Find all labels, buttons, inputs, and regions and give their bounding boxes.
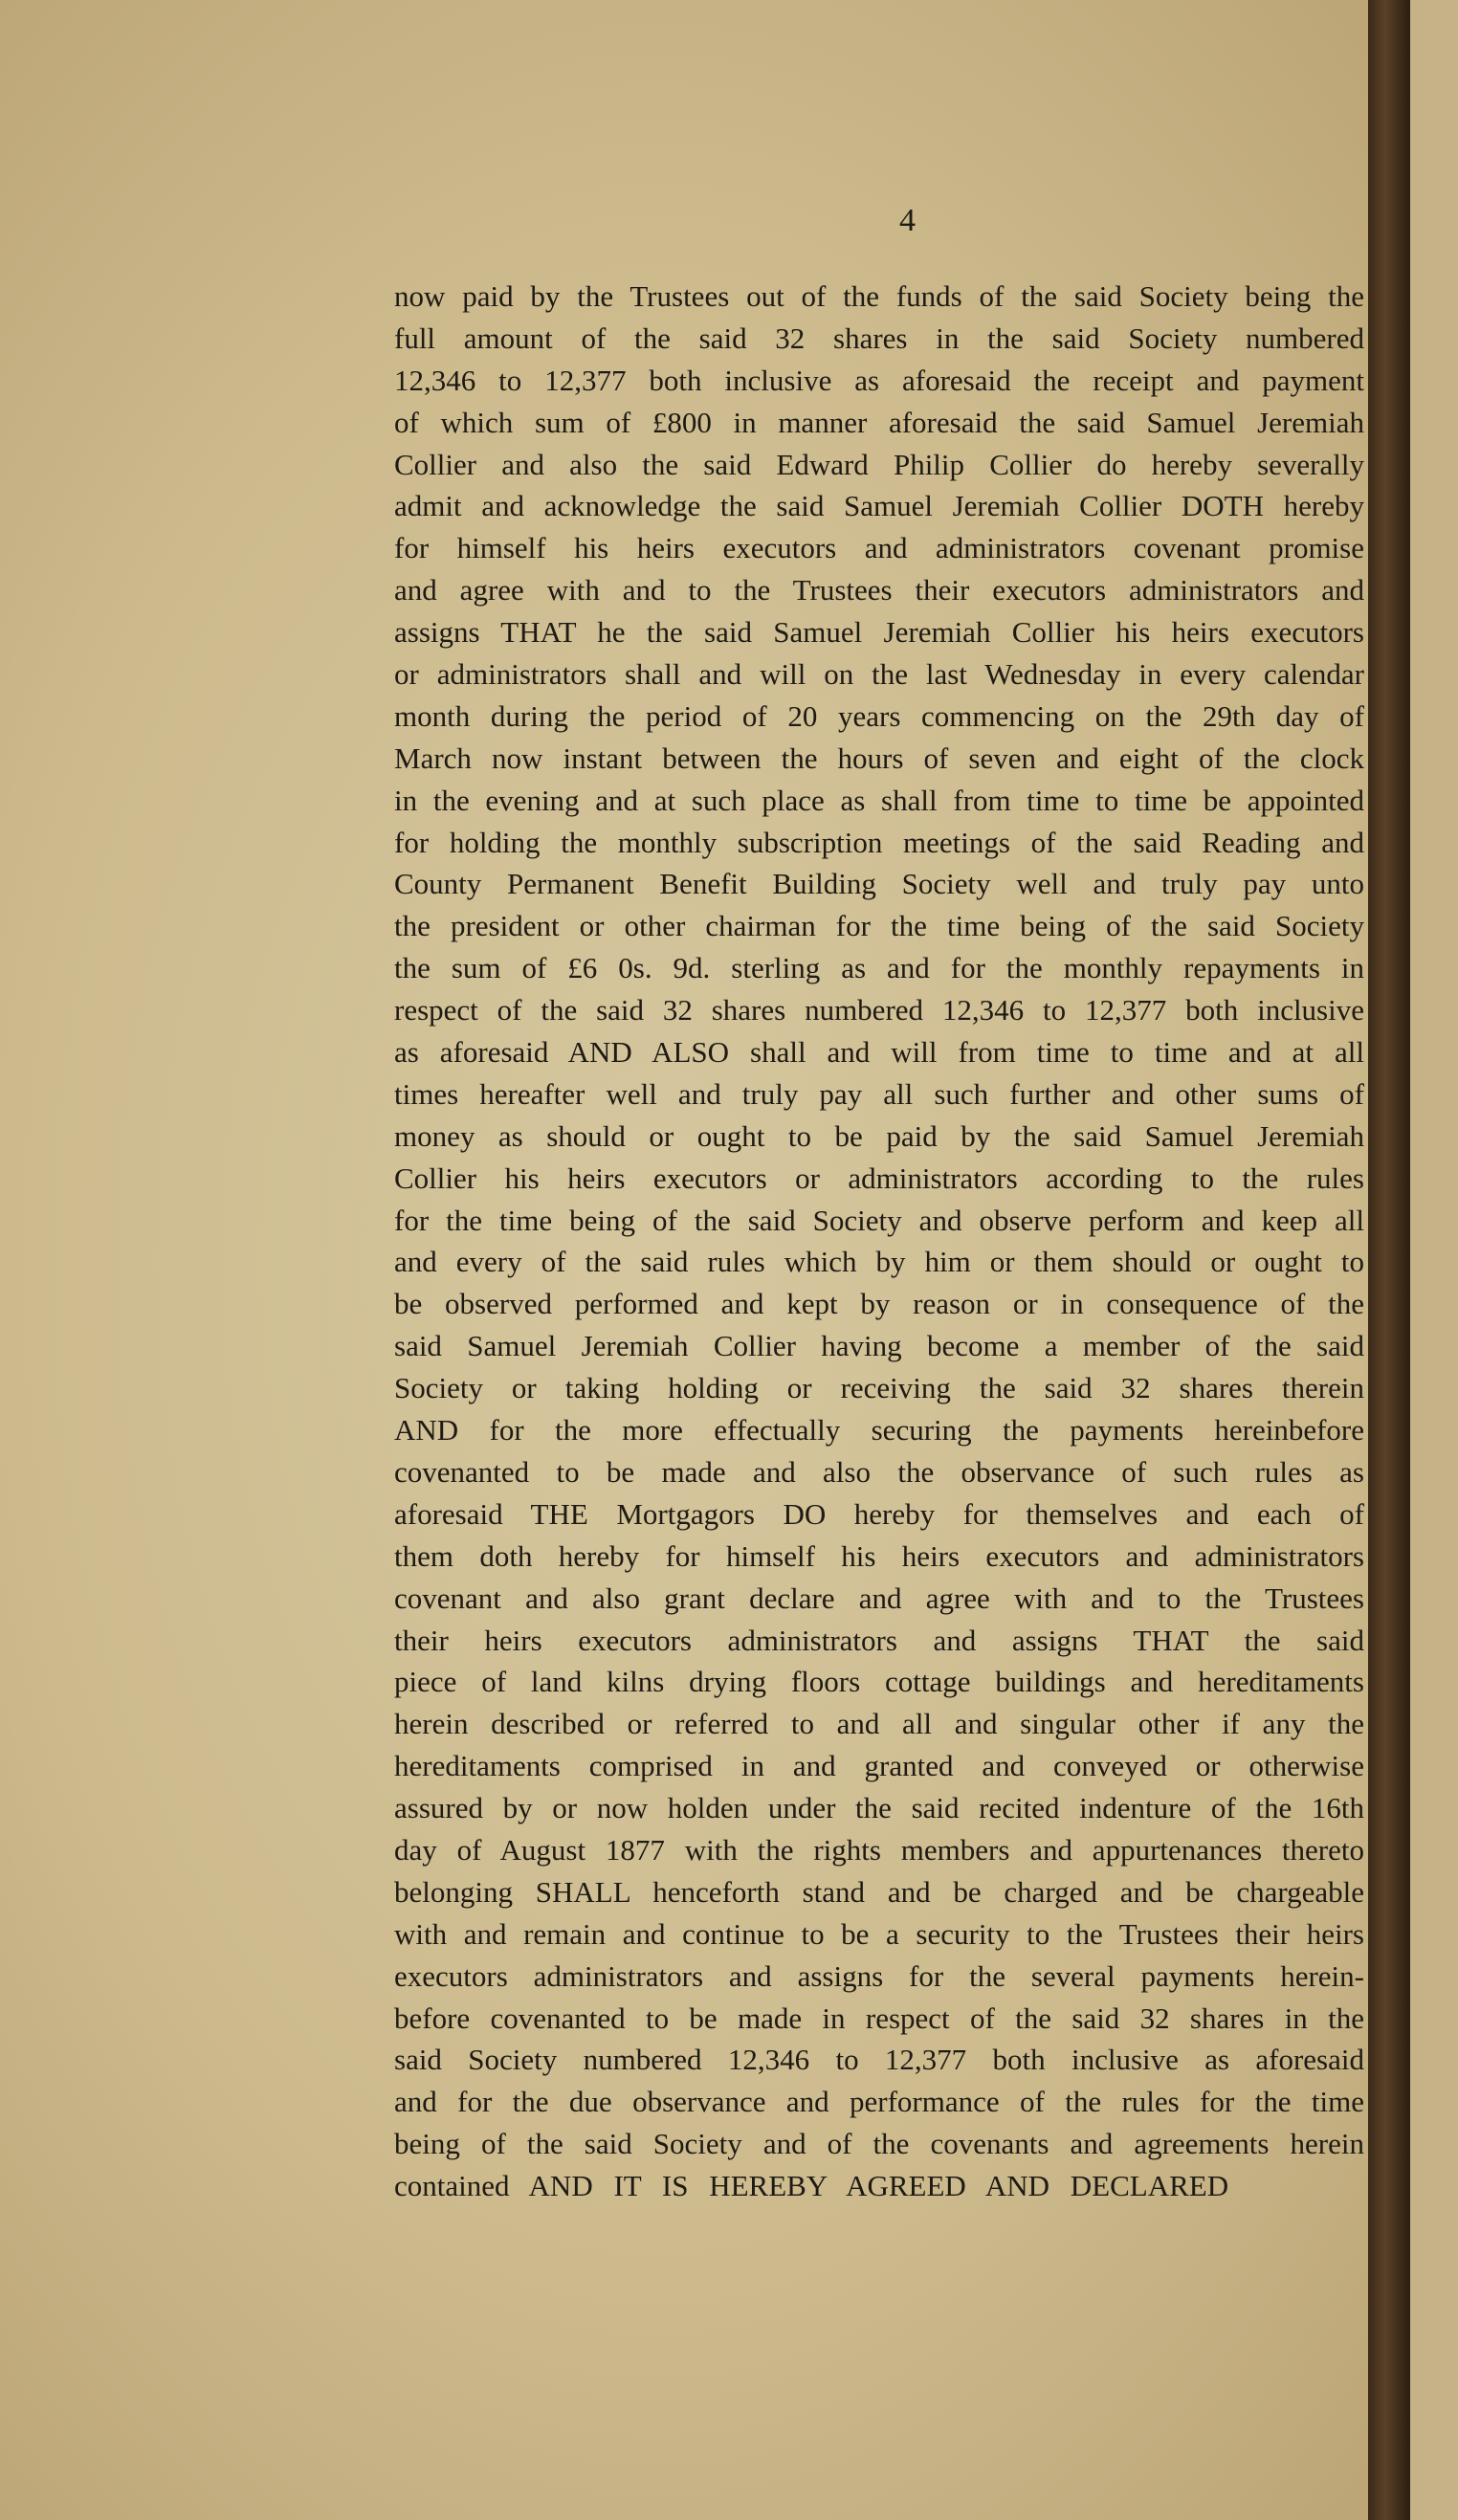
text-line: admit and acknowledge the said Samuel Jeremiah Collier DOTH hereby [394, 489, 1364, 523]
text-line: March now instant between the hours of seven and eight of the clock [394, 741, 1364, 775]
text-line: for holding the monthly subscription meetings of the said Reading and [394, 825, 1364, 859]
text-line: full amount of the said 32 shares in the said Society numbered [394, 321, 1364, 355]
text-line: and every of the said rules which by him or them should or ought to [394, 1245, 1364, 1279]
facing-page-edge [1410, 0, 1458, 2520]
text-line: herein described or referred to and all and singular other if any the [394, 1707, 1364, 1741]
text-line: covenanted to be made and also the observance of such rules as [394, 1454, 1364, 1489]
text-line: before covenanted to be made in respect of the said 32 shares in the [394, 2001, 1364, 2035]
book-binding [1368, 0, 1410, 2520]
text-line: assured by or now holden under the said recited indenture of the 16th [394, 1791, 1364, 1825]
text-line: being of the said Society and of the covenants and agreements herein [394, 2127, 1364, 2161]
page-number: 4 [899, 203, 916, 238]
text-line: Collier his heirs executors or administrators according to the rules [394, 1161, 1364, 1195]
text-line: as aforesaid AND ALSO shall and will from time to time and at all [394, 1035, 1364, 1070]
text-line: or administrators shall and will on the last Wednesday in every calendar [394, 657, 1364, 692]
text-line: assigns THAT he the said Samuel Jeremiah Collier his heirs executors [394, 615, 1364, 650]
text-line: of which sum of £800 in manner aforesaid the said Samuel Jeremiah [394, 405, 1364, 439]
text-line: piece of land kilns drying floors cottage buildings and hereditaments [394, 1665, 1364, 1699]
text-line: money as should or ought to be paid by the said Samuel Jeremiah [394, 1118, 1364, 1153]
text-line: day of August 1877 with the rights members and appurtenances thereto [394, 1832, 1364, 1867]
document-body [394, 276, 1364, 2207]
text-line: for himself his heirs executors and administrators covenant promise [394, 531, 1364, 565]
text-line: be observed performed and kept by reason or in consequence of the [394, 1287, 1364, 1321]
text-line: times hereafter well and truly pay all such further and other sums of [394, 1076, 1364, 1111]
text-line: and agree with and to the Trustees their executors administrators and [394, 573, 1364, 608]
text-line: 12,346 to 12,377 both inclusive as aforesaid the receipt and payment [394, 363, 1364, 397]
text-line: AND for the more effectually securing the payments hereinbefore [394, 1413, 1364, 1448]
text-line: in the evening and at such place as shall from time to time be appointed [394, 783, 1364, 817]
text-line: covenant and also grant declare and agree with and to the Trustees [394, 1581, 1364, 1615]
text-line: their heirs executors administrators and assigns THAT the said [394, 1623, 1364, 1657]
text-line: with and remain and continue to be a security to the Trustees their heirs [394, 1916, 1364, 1951]
text-line: now paid by the Trustees out of the funds of the said Society being the [394, 279, 1364, 313]
text-line: the president or other chairman for the time being of the said Society [394, 909, 1364, 943]
text-line: hereditaments comprised in and granted and conveyed or otherwise [394, 1749, 1364, 1783]
text-line: belonging SHALL henceforth stand and be charged and be chargeable [394, 1874, 1364, 1909]
text-line: contained AND IT IS HEREBY AGREED AND DECLARED [394, 2169, 1229, 2203]
text-line: Collier and also the said Edward Philip Collier do hereby severally [394, 447, 1364, 481]
text-line: them doth hereby for himself his heirs executors and administrators [394, 1538, 1364, 1573]
text-line: aforesaid THE Mortgagors DO hereby for themselves and each of [394, 1496, 1364, 1531]
text-line: month during the period of 20 years commencing on the 29th day of [394, 698, 1364, 733]
text-line: executors administrators and assigns for the several payments herein- [394, 1958, 1364, 1993]
text-line: Society or taking holding or receiving the said 32 shares therein [394, 1371, 1364, 1405]
text-line: respect of the said 32 shares numbered 12,346 to 12,377 both inclusive [394, 993, 1364, 1028]
text-line: said Society numbered 12,346 to 12,377 both inclusive as aforesaid [394, 2043, 1364, 2077]
text-line: for the time being of the said Society and observe perform and keep all [394, 1203, 1364, 1237]
text-line: the sum of £6 0s. 9d. sterling as and for the monthly repayments in [394, 951, 1364, 985]
text-line: said Samuel Jeremiah Collier having become a member of the said [394, 1329, 1364, 1363]
text-line: and for the due observance and performance of the rules for the time [394, 2085, 1364, 2119]
text-line: County Permanent Benefit Building Society well and truly pay unto [394, 867, 1364, 901]
